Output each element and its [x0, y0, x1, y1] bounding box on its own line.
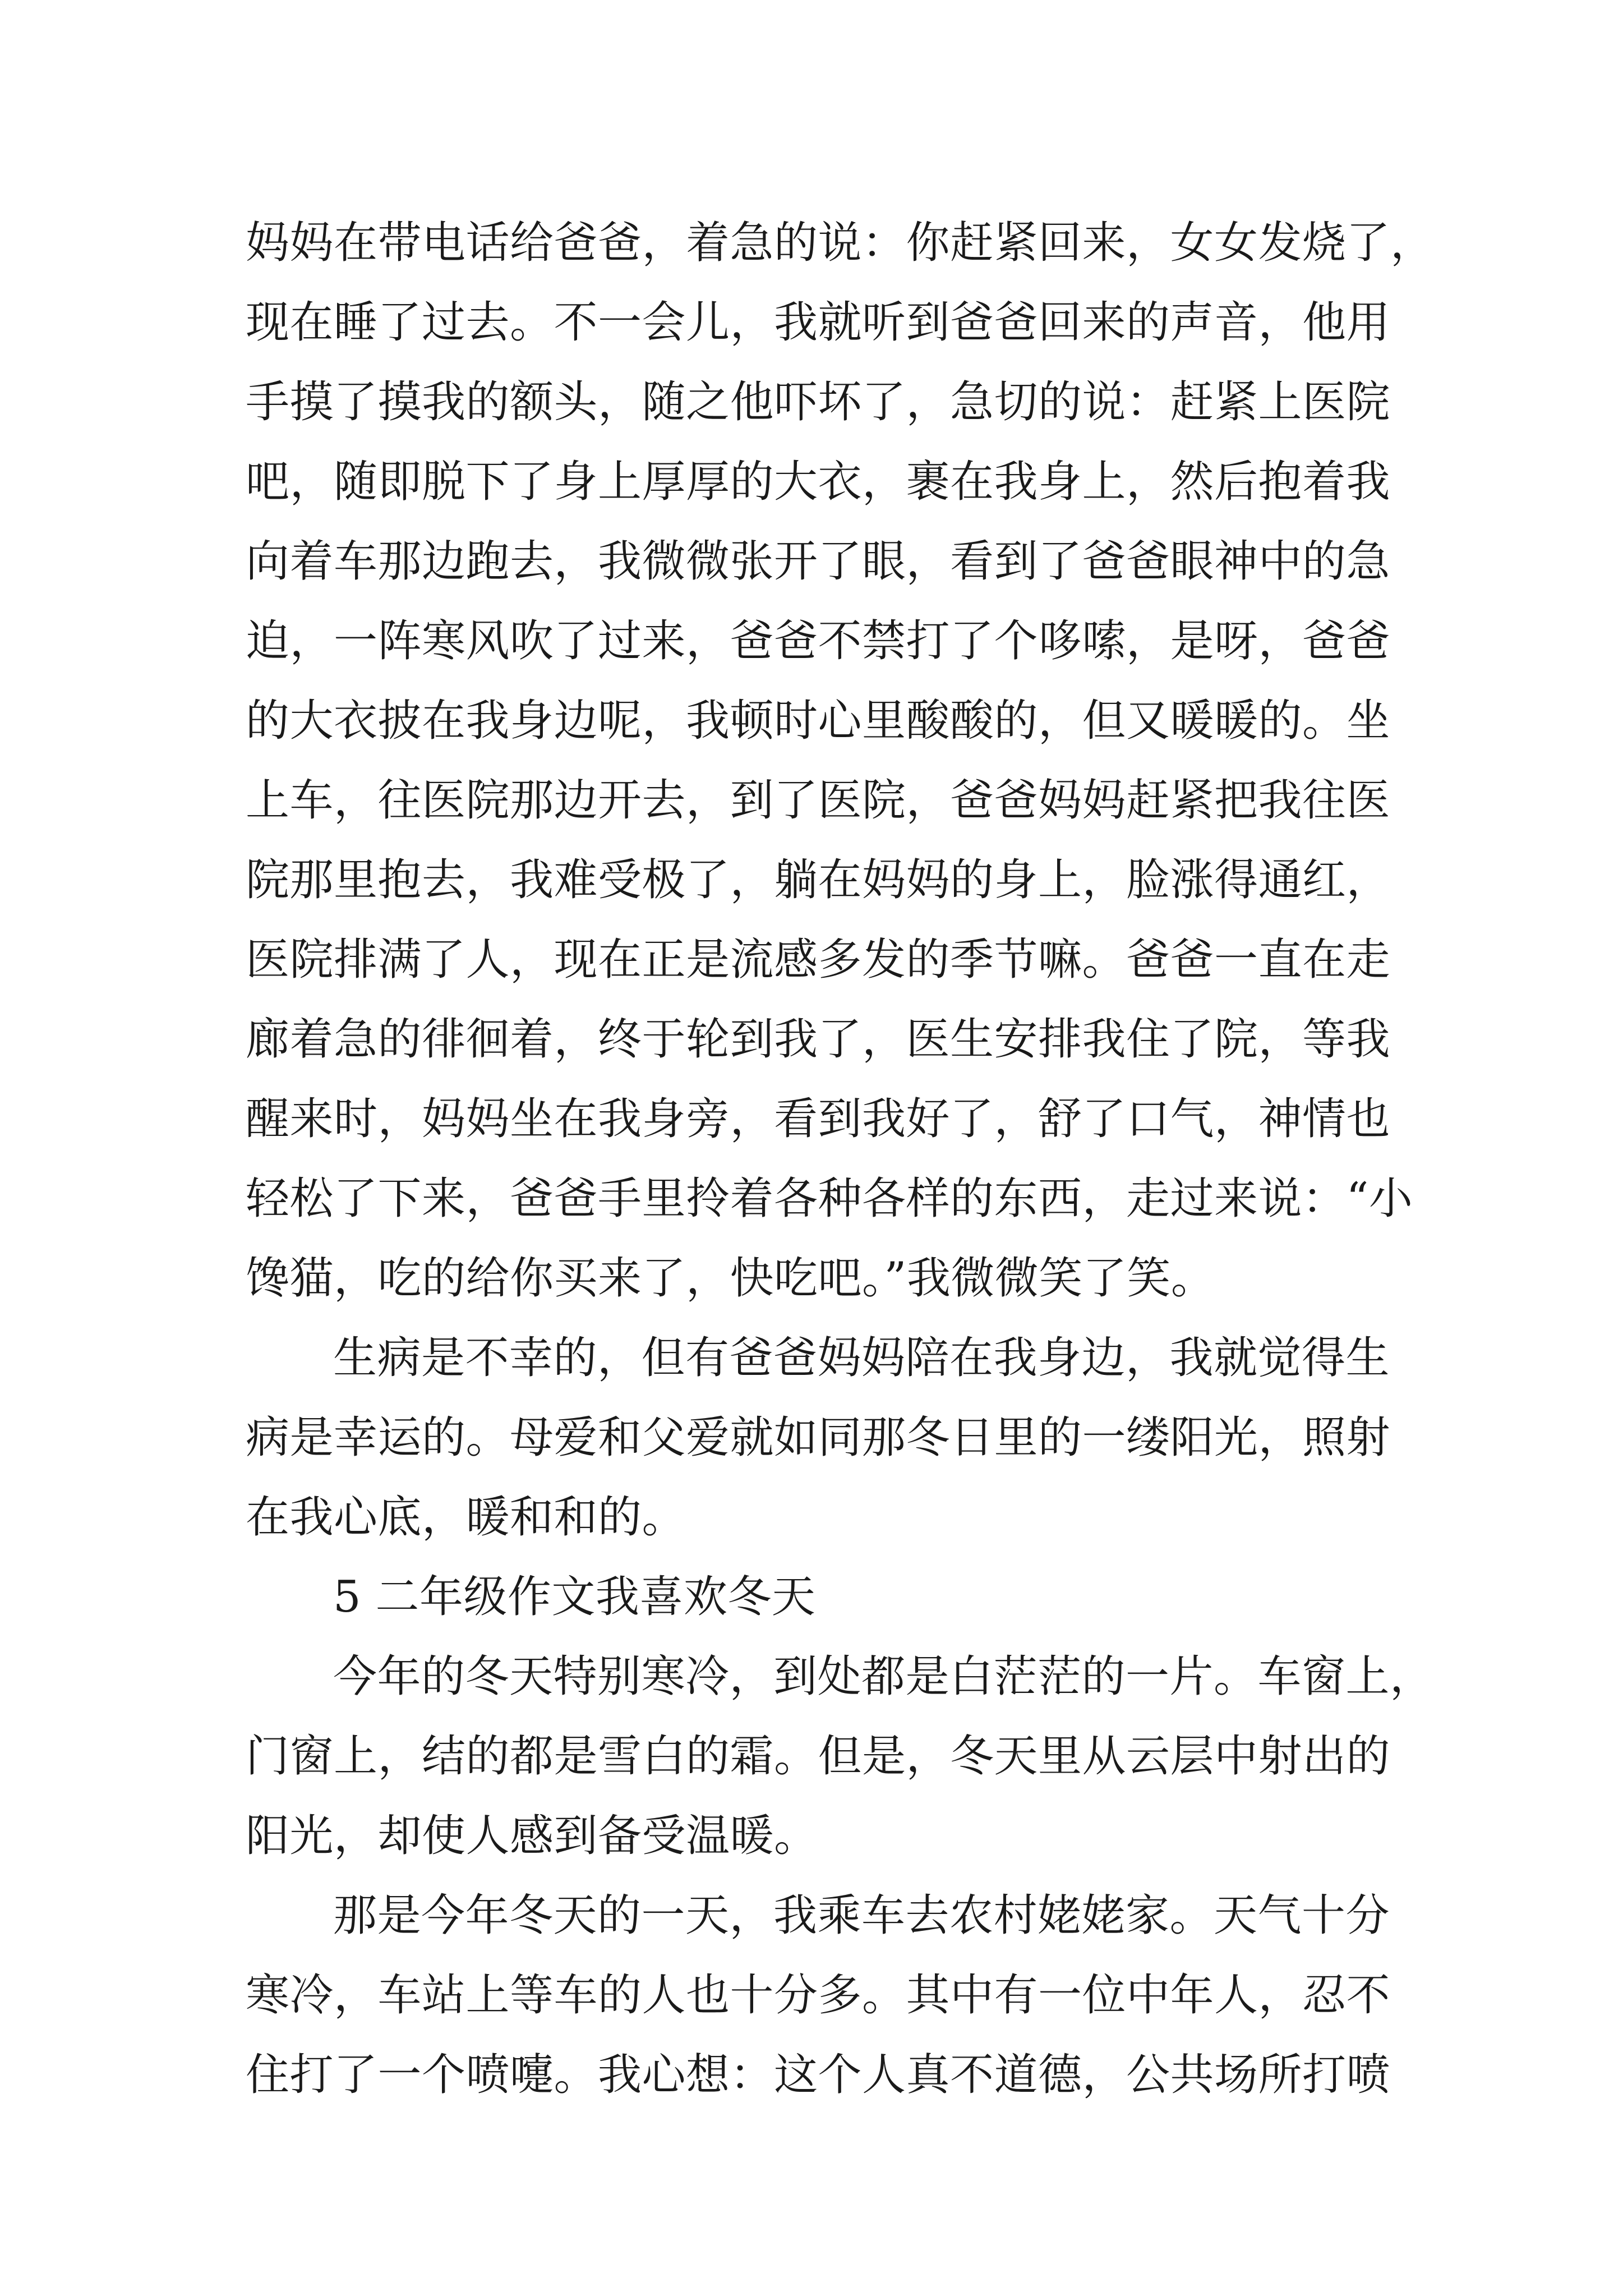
- section-heading: 5 二年级作文我喜欢冬天: [333, 1572, 816, 1622]
- text-line: 在我心底，暖和和的。: [246, 1492, 686, 1543]
- text-line: 迫，一阵寒风吹了过来，爸爸不禁打了个哆嗦，是呀，爸爸: [246, 616, 1391, 666]
- text-line: 病是幸运的。母爱和父爱就如同那冬日里的一缕阳光，照射: [246, 1412, 1391, 1463]
- text-line: 院那里抱去，我难受极了，躺在妈妈的身上，脸涨得通红，: [246, 855, 1391, 905]
- text-line: 轻松了下来，爸爸手里拎着各种各样的东西，走过来说：“小: [246, 1174, 1413, 1224]
- body-text: [246, 203, 1435, 2115]
- text-line: 上车，往医院那边开去，到了医院，爸爸妈妈赶紧把我往医: [246, 775, 1391, 826]
- paragraph-first-line: 生病是不幸的，但有爸爸妈妈陪在我身边，我就觉得生: [333, 1333, 1390, 1383]
- text-line: 吧，随即脱下了身上厚厚的大衣，裹在我身上，然后抱着我: [246, 457, 1391, 507]
- text-line: 寒冷，车站上等车的人也十分多。其中有一位中年人，忍不: [246, 1970, 1391, 2021]
- paragraph-first-line: 那是今年冬天的一天，我乘车去农村姥姥家。天气十分: [333, 1890, 1390, 1941]
- text-line: 门窗上，结的都是雪白的霜。但是，冬天里从云层中射出的: [246, 1731, 1391, 1782]
- text-line: 馋猫，吃的给你买来了，快吃吧。”我微微笑了笑。: [246, 1253, 1215, 1304]
- text-line: 醒来时，妈妈坐在我身旁，看到我好了，舒了口气，神情也: [246, 1094, 1391, 1144]
- text-line: 手摸了摸我的额头，随之他吓坏了，急切的说：赶紧上医院: [246, 377, 1391, 427]
- text-line: 住打了一个喷嚏。我心想：这个人真不道德，公共场所打喷: [246, 2050, 1391, 2100]
- text-line: 向着车那边跑去，我微微张开了眼，看到了爸爸眼神中的急: [246, 536, 1391, 587]
- text-line: 廊着急的徘徊着，终于轮到我了，医生安排我住了院，等我: [246, 1014, 1391, 1065]
- text-line: 妈妈在带电话给爸爸，着急的说：你赶紧回来，女女发烧了，: [246, 218, 1435, 268]
- text-line: 阳光，却使人感到备受温暖。: [246, 1811, 818, 1861]
- text-line: 医院排满了人，现在正是流感多发的季节嘛。爸爸一直在走: [246, 935, 1391, 985]
- paragraph-first-line: 今年的冬天特别寒冷，到处都是白茫茫的一片。车窗上，: [333, 1651, 1434, 1702]
- text-line: 的大衣披在我身边呢，我顿时心里酸酸的，但又暖暖的。坐: [246, 696, 1391, 746]
- text-line: 现在睡了过去。不一会儿，我就听到爸爸回来的声音，他用: [246, 297, 1391, 348]
